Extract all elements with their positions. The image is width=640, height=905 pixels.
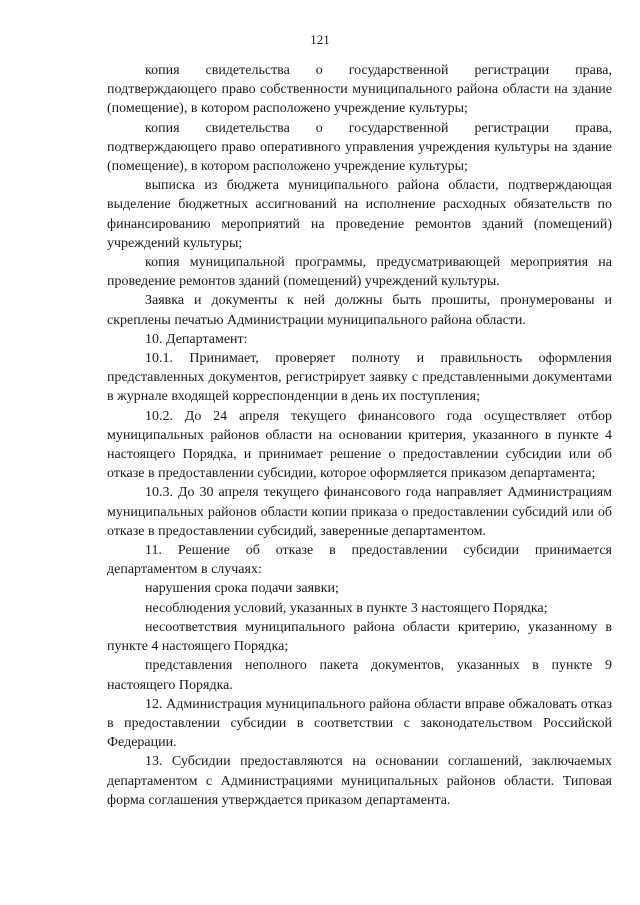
clause-11-case-1: нарушения срока подачи заявки;: [145, 581, 339, 597]
document-body: [107, 61, 612, 810]
paragraph-5: Заявка и документы к ней должны быть прошиты, пронумерованы и скреплены печатью Администрации муниципального района области.: [107, 293, 612, 328]
paragraph-2: копия свидетельства о государственной регистрации права, подтверждающего право оперативного управления учреждения культуры на здание (помещение), в котором расположено учреждение культуры;: [107, 120, 612, 175]
paragraph-1: копия свидетельства о государственной регистрации права, подтверждающего право собственности муниципального района области на здание (помещение), в котором расположено учреждение культуры;: [107, 63, 612, 117]
clause-11: 11. Решение об отказе в предоставлении субсидии принимается департаментом в случаях:: [107, 543, 612, 578]
clause-10-1: 10.1. Принимает, проверяет полноту и правильность оформления представленных документов, регистрирует заявку с представленными документами в журнале входящей корреспонденции в день их поступления;: [107, 351, 612, 405]
clause-10-2: 10.2. До 24 апреля текущего финансового года осуществляет отбор муниципальных районов области на основании критерия, указанного в пункте 4 настоящего Порядка, и принимает решение о предоставлении субсидии или об отказе в предоставлении субсидии, которое оформляется приказом департамента;: [107, 408, 612, 482]
clause-11-case-4: представления неполного пакета документов, указанных в пункте 9 настоящего Порядка.: [107, 658, 612, 693]
paragraph-4: копия муниципальной программы, предусматривающей мероприятия на проведение ремонтов зданий (помещений) учреждений культуры.: [107, 255, 612, 290]
paragraph-3: выписка из бюджета муниципального района области, подтверждающая выделение бюджетных ассигнований на исполнение расходных обязательств по финансированию мероприятий на проведение ремонтов зданий (помещений) учреждений культуры;: [107, 178, 612, 251]
section-heading-10: 10. Департамент:: [145, 331, 248, 347]
clause-12: 12. Администрация муниципального района области вправе обжаловать отказ в предоставлении субсидии в соответствии с законодательством Российской Федерации.: [107, 696, 612, 751]
clause-10-3: 10.3. До 30 апреля текущего финансового года направляет Администрациям муниципальных районов области копии приказа о предоставлении субсидий или об отказе в предоставлении субсидий, заверенные департаментом.: [107, 485, 612, 539]
clause-11-case-3: несоответствия муниципального района области критерию, указанному в пункте 4 настоящего Порядка;: [107, 619, 612, 655]
clause-13: 13. Субсидии предоставляются на основании соглашений, заключаемых департаментом с Администрациями муниципальных районов области. Типовая форма соглашения утверждается приказом департамента.: [107, 754, 612, 808]
page-number: 121: [310, 32, 330, 47]
clause-11-case-2: несоблюдения условий, указанных в пункте 3 настоящего Порядка;: [145, 600, 548, 616]
